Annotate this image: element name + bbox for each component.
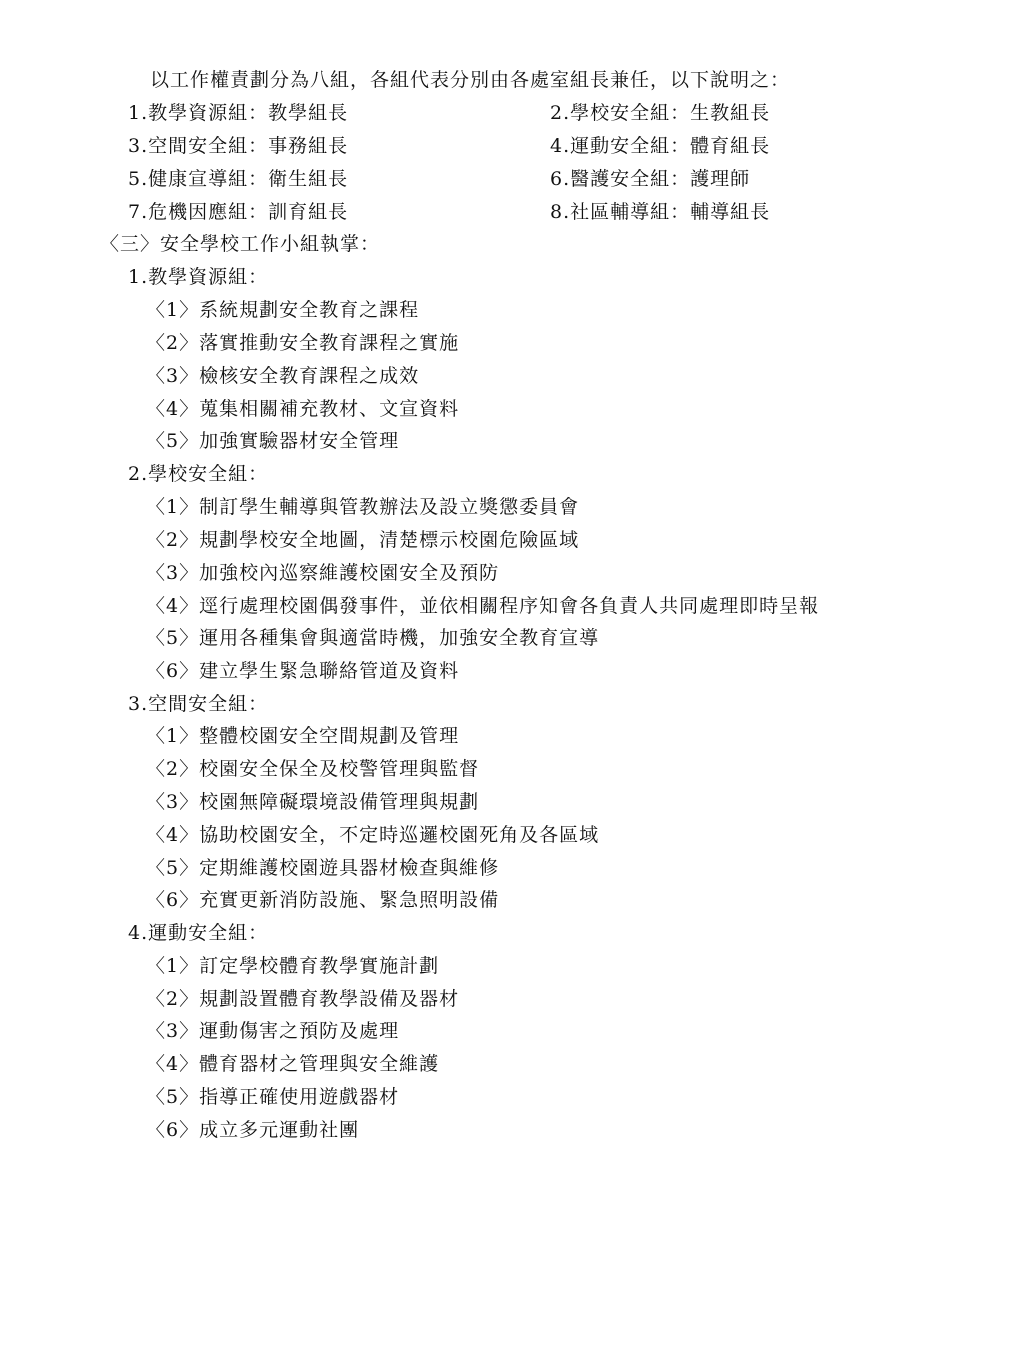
list-item: 〈1〉訂定學校體育教學實施計劃	[146, 955, 440, 977]
group-title: 3.空間安全組：	[128, 693, 269, 715]
list-item: 〈5〉指導正確使用遊戲器材	[146, 1086, 400, 1108]
group-title: 2.學校安全組：	[128, 463, 269, 485]
role-1: 1.教學資源組：教學組長	[128, 102, 349, 124]
list-item: 〈1〉制訂學生輔導與管教辦法及設立獎懲委員會	[146, 496, 580, 518]
list-item: 〈5〉運用各種集會與適當時機，加強安全教育宣導	[146, 627, 600, 649]
list-item: 〈1〉系統規劃安全教育之課程	[146, 299, 420, 321]
list-item: 〈3〉檢核安全教育課程之成效	[146, 365, 420, 387]
list-item: 〈4〉蒐集相關補充教材、文宣資料	[146, 398, 460, 420]
list-item: 〈6〉建立學生緊急聯絡管道及資料	[146, 660, 460, 682]
list-item: 〈3〉運動傷害之預防及處理	[146, 1020, 400, 1042]
list-item: 〈2〉校園安全保全及校警管理與監督	[146, 758, 480, 780]
list-item: 〈2〉規劃學校安全地圖，清楚標示校園危險區域	[146, 529, 580, 551]
list-item: 〈2〉規劃設置體育教學設備及器材	[146, 988, 460, 1010]
list-item: 〈3〉校園無障礙環境設備管理與規劃	[146, 791, 480, 813]
list-item: 〈1〉整體校園安全空間規劃及管理	[146, 725, 460, 747]
section-title: 〈三〉安全學校工作小組執掌：	[100, 233, 381, 255]
role-5: 5.健康宣導組：衛生組長	[128, 168, 349, 190]
list-item: 〈5〉定期維護校園遊具器材檢查與維修	[146, 857, 500, 879]
group-title: 1.教學資源組：	[128, 266, 269, 288]
intro-text: 以工作權責劃分為八組，各組代表分別由各處室組長兼任，以下說明之：	[150, 69, 791, 91]
role-7: 7.危機因應組：訓育組長	[128, 201, 349, 223]
role-8: 8.社區輔導組：輔導組長	[550, 201, 771, 223]
role-2: 2.學校安全組：生教組長	[550, 102, 771, 124]
list-item: 〈5〉加強實驗器材安全管理	[146, 430, 400, 452]
list-item: 〈6〉成立多元運動社團	[146, 1119, 360, 1141]
role-4: 4.運動安全組：體育組長	[550, 135, 771, 157]
list-item: 〈3〉加強校內巡察維護校園安全及預防	[146, 562, 500, 584]
group-title: 4.運動安全組：	[128, 922, 269, 944]
list-item: 〈4〉體育器材之管理與安全維護	[146, 1053, 440, 1075]
role-6: 6.醫護安全組：護理師	[550, 168, 751, 190]
list-item: 〈2〉落實推動安全教育課程之實施	[146, 332, 460, 354]
list-item: 〈4〉逕行處理校園偶發事件，並依相關程序知會各負責人共同處理即時呈報	[146, 595, 820, 617]
list-item: 〈6〉充實更新消防設施、緊急照明設備	[146, 889, 500, 911]
list-item: 〈4〉協助校園安全，不定時巡邏校園死角及各區域	[146, 824, 600, 846]
role-3: 3.空間安全組：事務組長	[128, 135, 349, 157]
